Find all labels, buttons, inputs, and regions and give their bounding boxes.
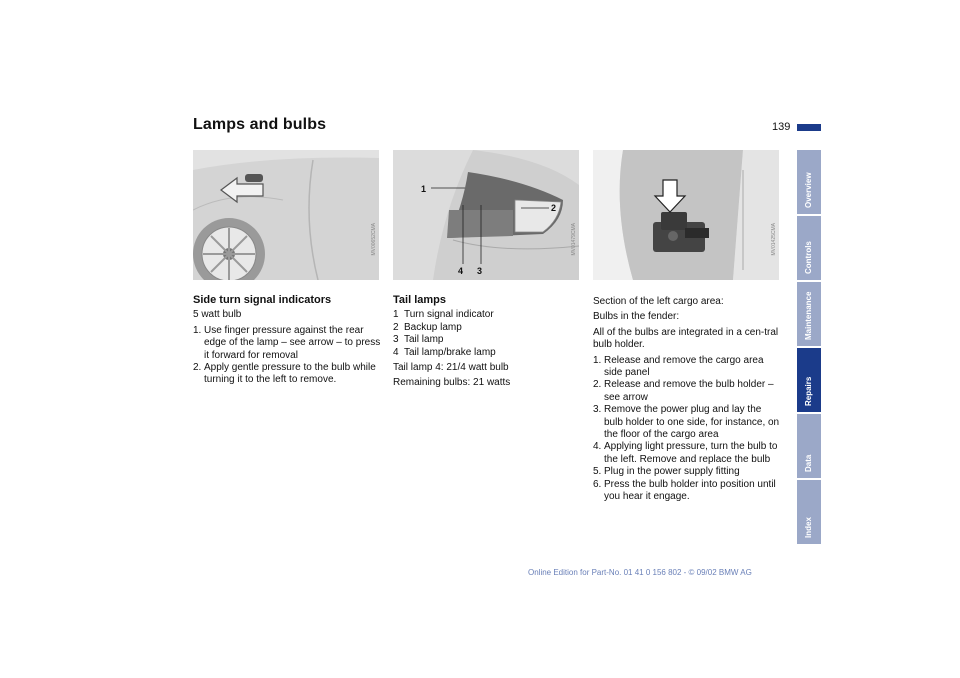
page-number: 139: [772, 121, 791, 133]
image-code: MV00652CMA: [371, 223, 377, 256]
list-item: 2. Apply gentle pressure to the bulb while turning it to the left to remove.: [193, 362, 376, 386]
tail-lamp-spec: Tail lamp 4: 21/4 watt bulb: [393, 362, 509, 374]
list-item: 1 Turn signal indicator: [393, 309, 494, 321]
callout-3: 3: [477, 266, 483, 276]
paragraph: Bulbs in the fender:: [593, 311, 680, 323]
list-item: 4 Tail lamp/brake lamp: [393, 346, 496, 358]
bulb-spec: 5 watt bulb: [193, 309, 242, 321]
page-number-marker: [797, 124, 821, 131]
list-item: 1. Release and remove the cargo area side panel: [593, 354, 764, 379]
paragraph: Section of the left cargo area:: [593, 296, 724, 307]
list-item: 5. Plug in the power supply fitting: [593, 466, 740, 478]
image-code: MV01479CMA: [571, 223, 577, 256]
tail-lamp-image: [393, 150, 579, 280]
page-title: Lamps and bulbs: [193, 116, 327, 133]
callout-1: 1: [421, 184, 427, 194]
tail-lamp-illustration-icon: [393, 150, 579, 280]
remaining-bulbs-spec: Remaining bulbs: 21 watts: [393, 377, 511, 389]
section-heading: Tail lamps: [393, 294, 446, 306]
tab-index[interactable]: Index: [797, 480, 821, 544]
list-item: 2 Backup lamp: [393, 321, 462, 333]
tab-data[interactable]: Data: [797, 414, 821, 478]
tab-controls[interactable]: Controls: [797, 216, 821, 280]
section-heading: Side turn signal indicators: [193, 294, 332, 306]
list-item: 3 Tail lamp: [393, 334, 444, 346]
list-item: 2. Release and remove the bulb holder – see arrow: [593, 379, 774, 403]
callout-4: 4: [458, 266, 464, 276]
fender-side-signal-image: [193, 150, 379, 280]
chapter-tabs: [797, 150, 821, 546]
list-item: 6. Press the bulb holder into position until you hear it engage.: [593, 478, 776, 503]
tab-overview[interactable]: Overview: [797, 150, 821, 214]
callout-2: 2: [551, 203, 557, 213]
cargo-bulb-holder-illustration-icon: [593, 150, 779, 280]
paragraph: All of the bulbs are integrated in a cen-tral bulb holder.: [593, 326, 779, 351]
image-code: MV01425CMA: [771, 223, 777, 256]
cargo-area-section: [593, 296, 781, 507]
list-item: 3. Remove the power plug and lay the bulb holder to one side, for instance, on the floor of the cargo area: [593, 404, 780, 441]
side-turn-signal-section: [193, 294, 381, 390]
tab-maintenance[interactable]: Maintenance: [797, 282, 821, 346]
cargo-bulb-holder-image: [593, 150, 779, 280]
list-item: 4. Applying light pressure, turn the bulb to the left. Remove and replace the bulb: [593, 441, 778, 465]
tab-repairs[interactable]: Repairs: [797, 348, 821, 412]
fender-side-signal-illustration-icon: [193, 150, 379, 280]
tail-lamps-section: [393, 294, 581, 393]
footer-edition-note: Online Edition for Part-No. 01 41 0 156 802 - © 09/02 BMW AG: [528, 568, 752, 577]
list-item: 1. Use finger pressure against the rear edge of the lamp – see arrow – to press it forward for removal: [193, 324, 381, 361]
